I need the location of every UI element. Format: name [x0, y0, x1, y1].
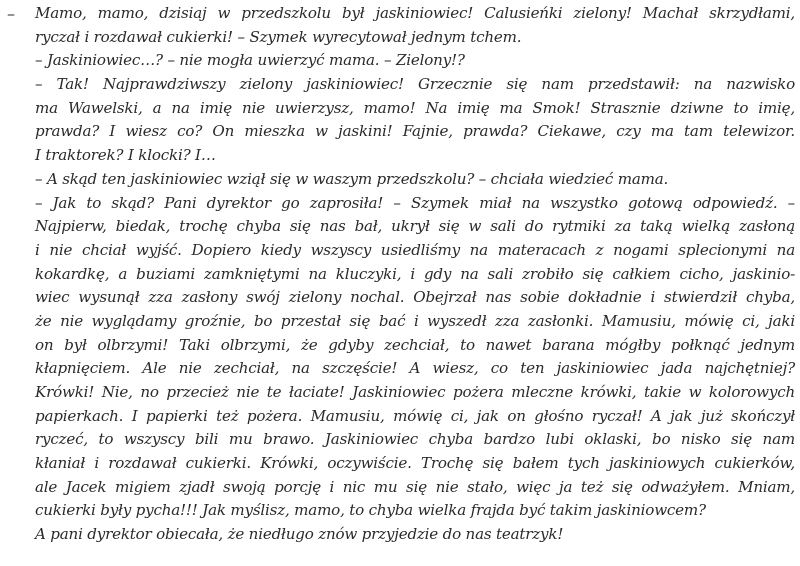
text-line: i nie chciał wyjść. Dopiero kiedy wszyscy usiedliśmy na materacach z nogami splecionymi na: [35, 240, 795, 259]
text-line: kłaniał i rozdawał cukierki. Krówki, oczywiście. Trochę się bałem tych jaskiniowych cukierków,: [35, 454, 795, 473]
text-line: cukierki były pycha!!! Jak myślisz, mamo, to chyba wielka frajda być takim jaskiniowcem?: [35, 501, 706, 520]
text-line: kokardkę, a buziami zamkniętymi na kluczyki, i gdy na sali zrobiło się całkiem cicho, jaskinio-: [35, 264, 795, 283]
text-line: kłapnięciem. Ale nie zechciał, na szczęście! A wiesz, co ten jaskiniowiec jada najchętniej?: [35, 359, 795, 378]
text-line: ma Wawelski, a na imię nie uwierzysz, mamo! Na imię ma Smok! Strasznie dziwne to imię,: [35, 98, 795, 117]
leading-dash: –: [7, 4, 15, 23]
text-line: I traktorek? I klocki? I…: [35, 146, 216, 165]
text-line: Mamo, mamo, dzisiaj w przedszkolu był jaskiniowiec! Calusieńki zielony! Machał skrzydłami,: [35, 4, 795, 22]
text-line: Krówki! Nie, no przecież nie te łaciate! Jaskiniowiec pożera mleczne krówki, takie w kolorowych: [35, 383, 795, 401]
text-line: on był olbrzymi! Taki olbrzymi, że gdyby zechciał, to nawet barana mógłby połknąć jednym: [35, 335, 795, 354]
text-line: ale Jacek migiem zjadł swoją porcję i nic mu się nie stało, więc ja też się odważyłem. Mniam,: [35, 477, 795, 496]
text-line: – Jak to skąd? Pani dyrektor go zaprosiła! – Szymek miał na wszystko gotową odpowiedź. –: [35, 193, 795, 212]
text-line: A pani dyrektor obiecała, że niedługo znów przyjedzie do nas teatrzyk!: [35, 525, 564, 544]
text-line: Najpierw, biedak, trochę chyba się nas bał, ukrył się w sali do rytmiki za taką wielką zasłoną: [35, 217, 795, 236]
text-line: wiec wysunął zza zasłony swój zielony nochal. Obejrzał nas sobie dokładnie i stwierdził chyba,: [35, 288, 795, 307]
text-line: – A skąd ten jaskiniowiec wziął się w waszym przedszkolu? – chciała wiedzieć mama.: [35, 169, 669, 188]
text-line: ryczeć, to wszyscy bili mu brawo. Jaskiniowiec chyba bardzo lubi oklaski, bo nisko się nam: [35, 430, 795, 449]
text-line: że nie wyglądamy groźnie, bo przestał się bać i wyszedł zza zasłonki. Mamusiu, mówię ci, jaki: [35, 311, 795, 330]
text-line: ryczał i rozdawał cukierki! – Szymek wyrecytował jednym tchem.: [35, 27, 522, 46]
text-line: – Jaskiniowiec…? – nie mogła uwierzyć mama. – Zielony!?: [35, 51, 465, 70]
text-line: – Tak! Najprawdziwszy zielony jaskiniowiec! Grzecznie się nam przedstawił: na nazwisko: [35, 75, 795, 94]
text-line: prawda? I wiesz co? On mieszka w jaskini! Fajnie, prawda? Ciekawe, czy ma tam telewizor.: [35, 122, 795, 141]
text-line: papierkach. I papierki też pożera. Mamusiu, mówię ci, jak on głośno ryczał! A jak już skończył: [35, 406, 795, 425]
story-text: [35, 2, 795, 547]
